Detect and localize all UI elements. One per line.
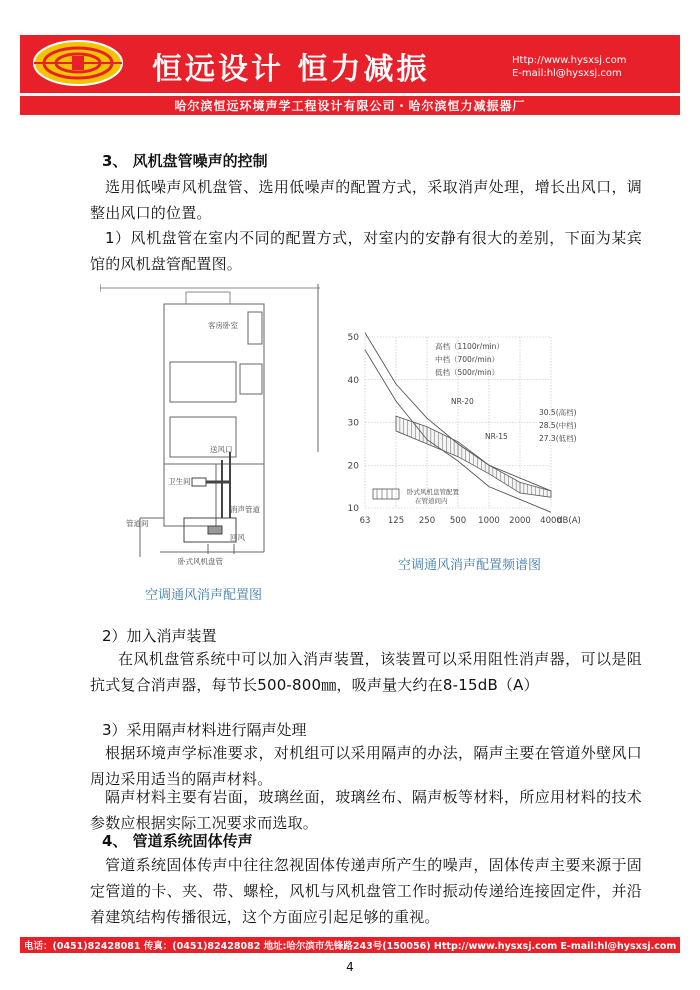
x-tick-label: 250 <box>418 516 436 526</box>
brand-title: 恒远设计 恒力减振 <box>152 52 430 87</box>
y-tick-label: 30 <box>347 418 359 429</box>
side-label-low: 27.3(低档) <box>539 434 577 443</box>
x-tick-label: 4000 <box>540 516 562 526</box>
x-tick-label: 125 <box>387 516 405 526</box>
x-tick-label: 500 <box>449 516 467 526</box>
y-tick-label: 50 <box>347 333 359 343</box>
section4-text: 管道系统固体传声中往往忽视固体传递声所产生的噪声，固体传声主要来源于固定管道的卡、夹、带、螺栓，风机与风机盘管工作时振动传递给连接固定件，并沿着建筑结构传播很远，这个方面应引起足够的重视。 <box>90 856 642 926</box>
hy-logo <box>28 38 128 88</box>
label-return-air: 回风 <box>230 533 245 542</box>
section3-item2-text: 在风机盘管系统中可以加入消声装置，该装置可以采用阻性消声器，可以是阻抗式复合消声器，每节长500-800㎜，吸声量大约在8-15dB（A） <box>90 650 642 694</box>
section3-item1: 1）风机盘管在室内不同的配置方式，对室内的安静有很大的差别，下面为某宾馆的风机盘管配置图。 <box>90 229 642 273</box>
spectrum-chart <box>325 325 585 530</box>
floorplan-caption: 空调通风消声配置图 <box>145 588 263 603</box>
footer-contact: 电话：(0451)82428081 传真：(0451)82428082 地址:哈尔滨市先锋路243号(150056) Http://www.hysxsj.com E-mail:hl@hysxsj.com <box>24 941 677 952</box>
side-label-mid: 28.5(中档) <box>539 421 577 430</box>
y-tick-label: 40 <box>347 375 359 386</box>
y-tick-label: 20 <box>347 461 359 472</box>
legend-low: 低档（500r/min） <box>435 368 500 377</box>
section3-item3-title: 3）采用隔声材料进行隔声处理 <box>102 721 307 739</box>
section3-item3-text1: 根据环境声学标准要求，对机组可以采用隔声的办法，隔声主要在管道外壁风口周边采用适当的隔声材料。 <box>90 744 642 788</box>
floorplan-diagram <box>100 282 330 580</box>
section3-heading: 3、 风机盘管噪声的控制 <box>102 152 268 170</box>
label-outlet: 送风口 <box>210 445 233 454</box>
x-tick-label: 63 <box>359 516 371 526</box>
label-bathroom: 卫生间 <box>168 477 191 486</box>
label-pipe-room: 管道间 <box>126 519 149 528</box>
section4-heading: 4、 管道系统固体传声 <box>102 832 253 850</box>
header-website[interactable]: Http://www.hysxsj.com <box>512 55 627 66</box>
header-email[interactable]: E-mail:hl@hysxsj.com <box>512 68 622 79</box>
nr15-label: NR-15 <box>485 432 508 441</box>
x-tick-label: 1000 <box>478 516 500 526</box>
y-tick-label: 10 <box>347 504 359 514</box>
chart-caption: 空调通风消声配置频谱图 <box>398 558 542 573</box>
x-tick-label: 2000 <box>509 516 531 526</box>
company-names: 哈尔滨恒远环境声学工程设计有限公司・哈尔滨恒力减振器厂 <box>174 99 526 113</box>
band-label-2: 在管道间内 <box>415 497 448 505</box>
page-number: 4 <box>346 960 354 974</box>
section3-intro: 选用低噪声风机盘管、选用低噪声的配置方式，采取消声处理，增长出风口，调整出风口的位置。 <box>90 178 642 222</box>
legend-high: 高档（1100r/min） <box>435 342 504 351</box>
band-label-1: 卧式风机盘管配置 <box>407 488 459 496</box>
chart-band <box>396 416 551 497</box>
nr20-label: NR-20 <box>451 397 474 406</box>
label-silencer-duct: 消声管道 <box>230 505 260 514</box>
label-room: 客房卧室 <box>208 321 238 330</box>
legend-mid: 中档（700r/min） <box>435 355 500 364</box>
x-unit-label: dB(A) <box>557 516 581 526</box>
side-label-high: 30.5(高档) <box>539 408 577 417</box>
section3-item3-text2: 隔声材料主要有岩面，玻璃丝面，玻璃丝布、隔声板等材料，所应用材料的技术参数应根据实际工况要求而选取。 <box>90 788 642 832</box>
label-fan-coil: 卧式风机盘管 <box>178 557 223 566</box>
section3-item2-title: 2）加入消声装置 <box>102 627 217 645</box>
